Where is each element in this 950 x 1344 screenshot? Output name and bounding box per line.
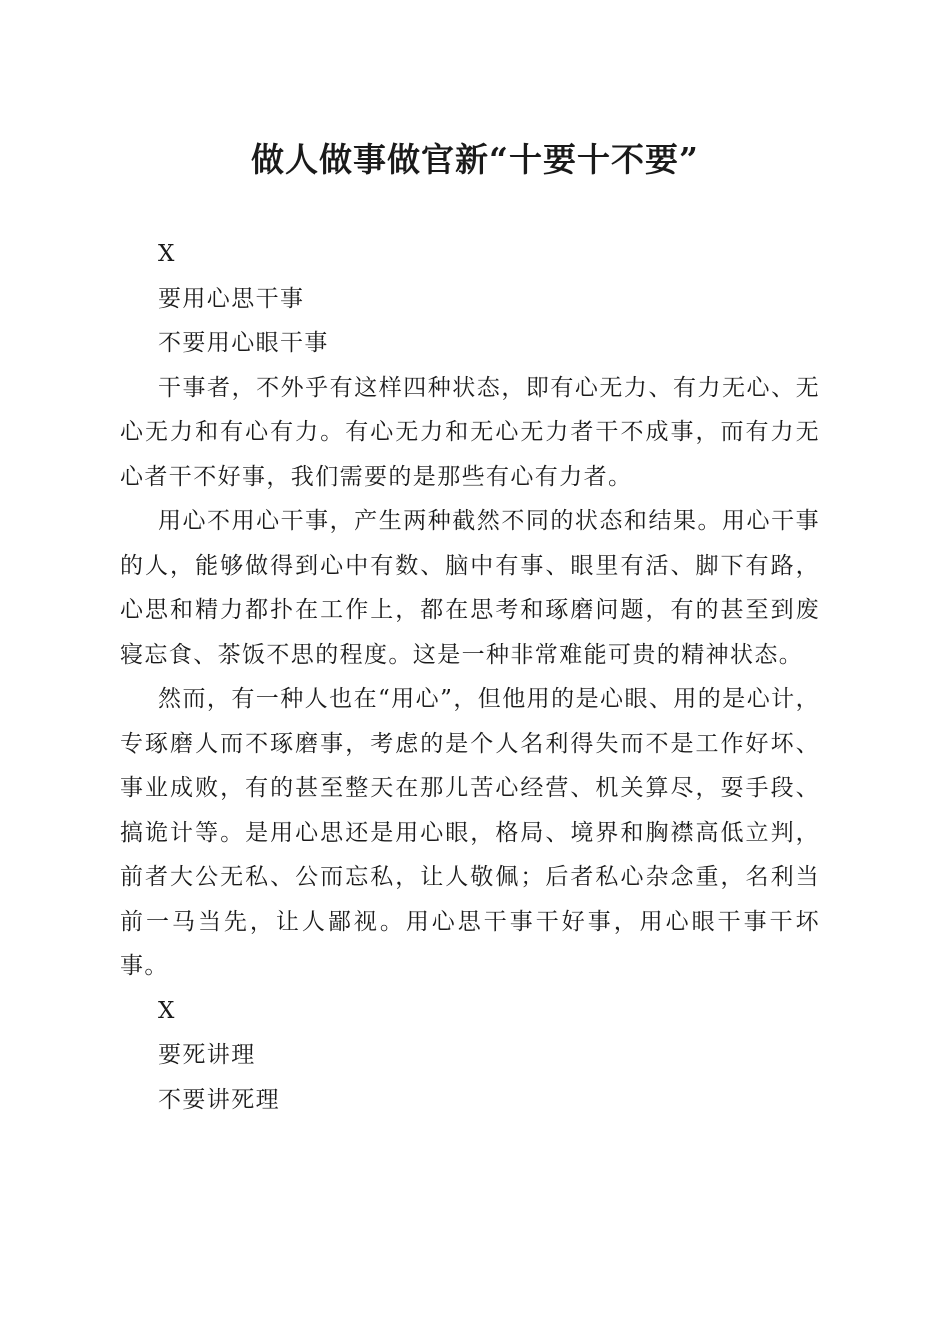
document-title: 做人做事做官新“十要十不要”	[251, 140, 699, 179]
body-paragraph: 干事者，不外乎有这样四种状态，即有心无力、有力无心、无心无力和有心有力。有心无力和无心无力者干不成事，而有力无心者干不好事，我们需要的是那些有心有力者。	[120, 374, 820, 490]
section-heading-do: 要死讲理	[158, 1042, 256, 1068]
section-heading-dont: 不要讲死理	[158, 1086, 280, 1113]
body-paragraph: 用心不用心干事，产生两种截然不同的状态和结果。用心干事的人，能够做得到心中有数、脑中有事、眼里有活、脚下有路，心思和精力都扑在工作上，都在思考和琢磨问题，有的甚至到废寝忘食、茶饭不思的程度。这是一种非常难能可贵的精神状态。	[120, 508, 820, 668]
section-heading-do: 要用心思干事	[158, 285, 305, 312]
section-marker: X	[158, 241, 176, 267]
document-body	[120, 232, 820, 1122]
section-heading-dont: 不要用心眼干事	[158, 330, 329, 356]
body-paragraph: 然而，有一种人也在“用心”，但他用的是心眼、用的是心计，专琢磨人而不琢磨事，考虑的是个人名利得失而不是工作好坏、事业成败，有的甚至整天在那儿苦心经营、机关算尽，耍手段、搞诡计等。是用心思还是用心眼，格局、境界和胸襟高低立判，前者大公无私、公而忘私，让人敬佩；后者私心杂念重，名利当前一马当先，让人鄙视。用心思干事干好事，用心眼干事干坏事。	[120, 686, 820, 979]
section-marker: X	[158, 997, 176, 1024]
